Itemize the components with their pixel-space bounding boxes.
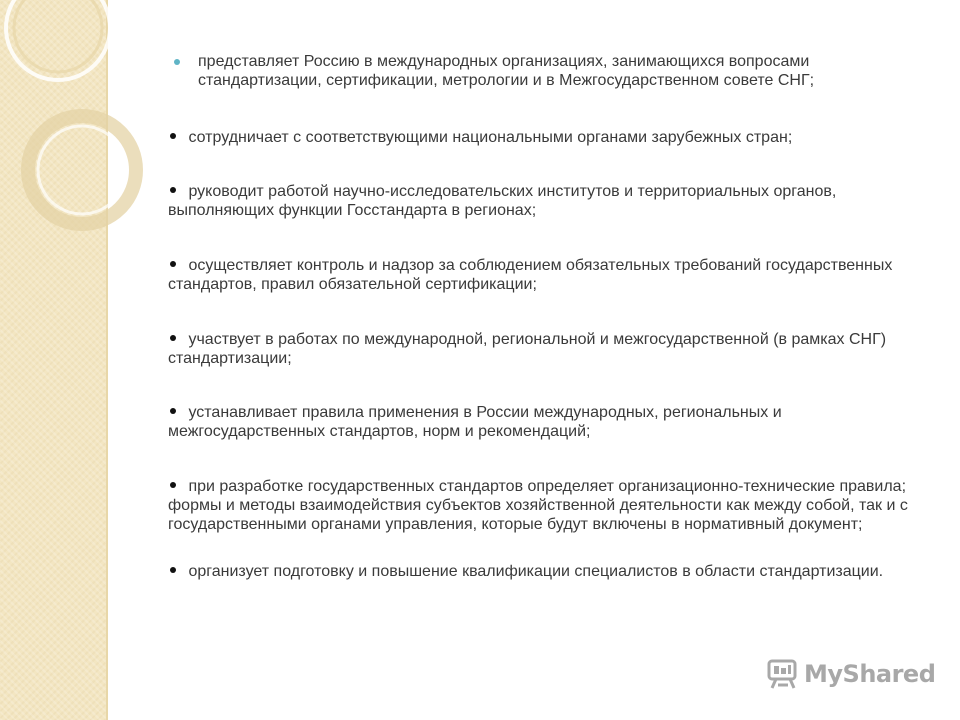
bullet-icon	[170, 335, 176, 341]
list-item	[168, 403, 908, 441]
list-item	[168, 52, 910, 90]
list-item	[168, 330, 908, 368]
list-item-text: сотрудничает с соответствующими национальными органами зарубежных стран;	[188, 129, 793, 146]
list-item-text: представляет Россию в международных организациях, занимающихся вопросами стандартизации, сертификации, метрологии и в Межгосударственном совете СНГ;	[198, 53, 815, 89]
list-item	[168, 562, 908, 581]
decorative-circles	[0, 0, 160, 260]
list-item	[168, 128, 908, 147]
list-item-text: руководит работой научно-исследовательских институтов и территориальных органов, выполняющих функции Госстандарта в регионах;	[168, 183, 837, 219]
bullet-icon	[174, 59, 180, 65]
bullet-icon	[170, 408, 176, 414]
bullet-icon	[170, 261, 176, 267]
list-item-text: участвует в работах по международной, региональной и межгосударственной (в рамках СНГ) стандартизации;	[168, 331, 887, 367]
bullet-icon	[170, 567, 176, 573]
myshared-watermark	[766, 656, 936, 692]
list-item-text: осуществляет контроль и надзор за соблюдением обязательных требований государственных стандартов, правил обязательной сертификации;	[168, 257, 893, 293]
list-item-text: при разработке государственных стандартов определяет организационно-технические правила; формы и методы взаимодействия субъектов хозяйственной деятельности как между собой, так и с государственными органами управления, которые будут включены в нормативный документ;	[168, 478, 908, 533]
list-item-text: организует подготовку и повышение квалификации специалистов в области стандартизации.	[188, 563, 884, 580]
list-item	[168, 256, 908, 294]
bullet-icon	[170, 482, 176, 488]
bullet-icon	[170, 133, 176, 139]
list-item-text: устанавливает правила применения в России международных, региональных и межгосударственных стандартов, норм и рекомендаций;	[168, 404, 782, 440]
myshared-logo-icon	[766, 657, 800, 691]
list-item	[168, 182, 908, 220]
bullet-icon	[170, 187, 176, 193]
list-item	[168, 477, 908, 534]
watermark-text: MyShared	[804, 660, 936, 688]
